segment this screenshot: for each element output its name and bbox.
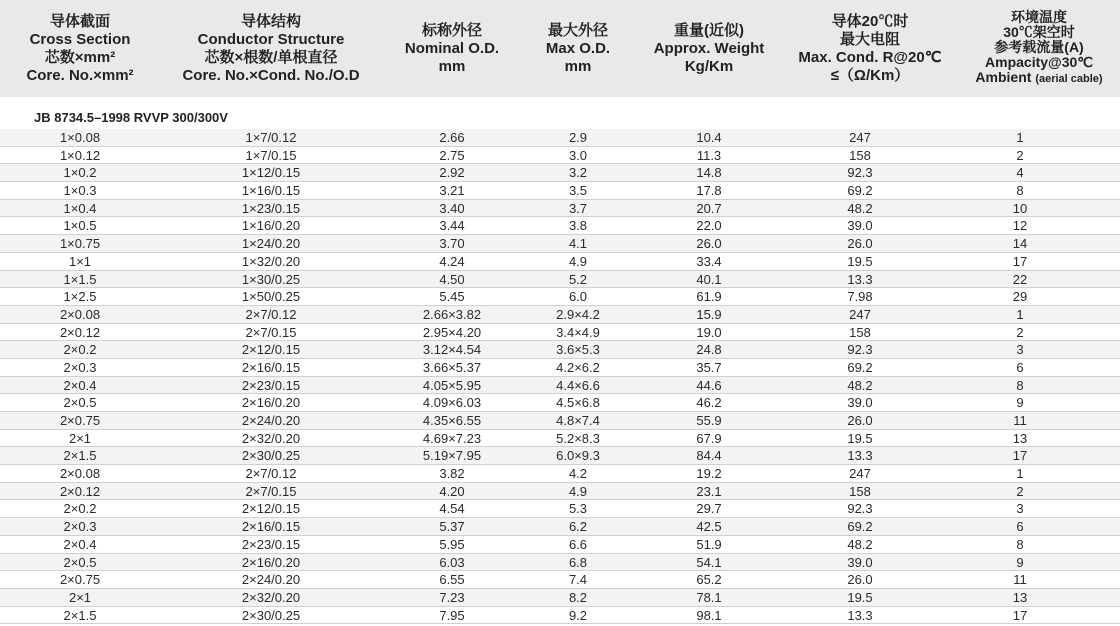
max-od-cell: 6.8 xyxy=(568,554,588,570)
table-body xyxy=(0,129,1120,624)
max-od-cell: 5.3 xyxy=(568,501,588,517)
conductor-structure-cell: 2×7/0.12 xyxy=(245,306,297,322)
cross-section-cell: 2×1 xyxy=(68,589,92,605)
ampacity-cell: 2 xyxy=(1016,324,1024,340)
resistance-cell: 92.3 xyxy=(847,501,873,517)
weight-cell: 19.0 xyxy=(696,324,722,340)
cross-section-cell: 2×0.3 xyxy=(63,359,97,375)
max-od-cell: 6.2 xyxy=(568,519,588,535)
section-title: JB 8734.5–1998 RVVP 300/300V xyxy=(34,110,228,125)
ampacity-cell: 6 xyxy=(1016,519,1024,535)
header-ampacity: 环境温度 30℃架空时 参考载流量(A) Ampacity@30℃ Ambient (aerial cable) xyxy=(975,9,1103,85)
ampacity-cell: 6 xyxy=(1016,359,1024,375)
cross-section-cell: 2×0.4 xyxy=(63,536,97,552)
resistance-cell: 39.0 xyxy=(847,554,873,570)
resistance-cell: 7.98 xyxy=(847,289,873,305)
conductor-structure-cell: 2×7/0.15 xyxy=(245,483,297,499)
table-row xyxy=(0,324,1120,342)
table-row xyxy=(0,554,1120,572)
ampacity-cell: 10 xyxy=(1012,200,1028,216)
ampacity-cell: 29 xyxy=(1012,289,1028,305)
conductor-structure-cell: 2×24/0.20 xyxy=(241,572,301,588)
conductor-structure-cell: 2×30/0.25 xyxy=(241,448,301,464)
max-od-cell: 5.2 xyxy=(568,271,588,287)
max-od-cell: 3.8 xyxy=(568,218,588,234)
conductor-structure-cell: 1×32/0.20 xyxy=(241,253,301,269)
resistance-cell: 26.0 xyxy=(847,572,873,588)
conductor-structure-cell: 2×12/0.15 xyxy=(241,342,301,358)
nominal-od-cell: 4.35×6.55 xyxy=(422,413,482,428)
nominal-od-cell: 4.20 xyxy=(439,483,465,499)
resistance-cell: 92.3 xyxy=(847,165,873,181)
resistance-cell: 48.2 xyxy=(847,536,873,552)
nominal-od-cell: 4.24 xyxy=(439,253,465,269)
ampacity-cell: 13 xyxy=(1012,430,1028,446)
cross-section-cell: 1×0.12 xyxy=(59,147,101,163)
resistance-cell: 247 xyxy=(849,466,871,482)
weight-cell: 23.1 xyxy=(696,483,722,499)
resistance-cell: 13.3 xyxy=(847,271,873,287)
cross-section-cell: 2×0.08 xyxy=(59,306,101,322)
weight-cell: 61.9 xyxy=(696,289,722,305)
table-row xyxy=(0,341,1120,359)
weight-cell: 11.3 xyxy=(696,147,722,163)
resistance-cell: 69.2 xyxy=(847,183,873,199)
resistance-cell: 13.3 xyxy=(847,448,873,464)
resistance-cell: 48.2 xyxy=(847,377,873,393)
resistance-cell: 19.5 xyxy=(847,430,873,446)
ampacity-cell: 4 xyxy=(1016,165,1024,181)
weight-cell: 26.0 xyxy=(696,236,722,252)
max-od-cell: 4.8×7.4 xyxy=(556,413,600,428)
header-resistance: 导体20℃时 最大电阻 Max. Cond. R@20℃ ≤（Ω/Km） xyxy=(798,12,942,84)
table-row xyxy=(0,359,1120,377)
weight-cell: 46.2 xyxy=(696,395,722,411)
conductor-structure-cell: 2×32/0.20 xyxy=(241,430,301,446)
weight-cell: 17.8 xyxy=(696,183,722,199)
resistance-cell: 26.0 xyxy=(847,236,873,252)
max-od-cell: 3.4×4.9 xyxy=(556,324,600,340)
cross-section-cell: 1×2.5 xyxy=(63,289,97,305)
ampacity-cell: 22 xyxy=(1012,271,1028,287)
weight-cell: 51.9 xyxy=(696,536,722,552)
cross-section-cell: 2×0.2 xyxy=(63,342,97,358)
cross-section-cell: 2×0.2 xyxy=(63,501,97,517)
table-row xyxy=(0,500,1120,518)
resistance-cell: 158 xyxy=(849,483,871,499)
cross-section-cell: 1×1.5 xyxy=(63,271,97,287)
nominal-od-cell: 2.95×4.20 xyxy=(422,324,482,340)
header-nominal-od: 标称外径 Nominal O.D. mm xyxy=(404,21,500,75)
nominal-od-cell: 5.95 xyxy=(439,536,465,552)
cross-section-cell: 2×1.5 xyxy=(63,607,97,623)
table-row xyxy=(0,412,1120,430)
weight-cell: 42.5 xyxy=(696,519,722,535)
nominal-od-cell: 3.66×5.37 xyxy=(422,359,482,375)
table-row xyxy=(0,306,1120,324)
max-od-cell: 4.4×6.6 xyxy=(556,377,600,393)
conductor-structure-cell: 2×7/0.12 xyxy=(245,466,297,482)
max-od-cell: 4.2×6.2 xyxy=(556,359,600,375)
conductor-structure-cell: 1×7/0.15 xyxy=(245,147,297,163)
cross-section-cell: 2×1 xyxy=(68,430,92,446)
table-row xyxy=(0,518,1120,536)
table-header xyxy=(0,0,1120,97)
nominal-od-cell: 7.95 xyxy=(439,607,465,623)
nominal-od-cell: 4.50 xyxy=(439,271,465,287)
cross-section-cell: 1×0.08 xyxy=(59,130,101,145)
cross-section-cell: 2×0.12 xyxy=(59,483,101,499)
nominal-od-cell: 3.82 xyxy=(439,466,465,482)
conductor-structure-cell: 1×23/0.15 xyxy=(241,200,301,216)
nominal-od-cell: 6.55 xyxy=(439,572,465,588)
ampacity-cell: 11 xyxy=(1013,413,1027,428)
resistance-cell: 158 xyxy=(849,324,871,340)
conductor-structure-cell: 2×24/0.20 xyxy=(241,413,301,428)
ampacity-cell: 2 xyxy=(1016,483,1024,499)
nominal-od-cell: 4.09×6.03 xyxy=(422,395,482,411)
resistance-cell: 158 xyxy=(849,147,871,163)
weight-cell: 15.9 xyxy=(696,306,722,322)
weight-cell: 65.2 xyxy=(696,572,722,588)
weight-cell: 44.6 xyxy=(696,377,722,393)
conductor-structure-cell: 2×23/0.15 xyxy=(241,377,301,393)
conductor-structure-cell: 1×12/0.15 xyxy=(241,165,301,181)
conductor-structure-cell: 2×23/0.15 xyxy=(241,536,301,552)
nominal-od-cell: 7.23 xyxy=(439,589,465,605)
weight-cell: 24.8 xyxy=(696,342,722,358)
nominal-od-cell: 3.70 xyxy=(439,236,465,252)
table-row xyxy=(0,217,1120,235)
conductor-structure-cell: 2×16/0.20 xyxy=(241,395,301,411)
table-row xyxy=(0,253,1120,271)
conductor-structure-cell: 1×24/0.20 xyxy=(241,236,301,252)
max-od-cell: 4.2 xyxy=(568,466,588,482)
max-od-cell: 3.0 xyxy=(568,147,588,163)
conductor-structure-cell: 1×30/0.25 xyxy=(241,271,301,287)
ampacity-cell: 17 xyxy=(1012,253,1028,269)
nominal-od-cell: 3.44 xyxy=(439,218,465,234)
ampacity-cell: 11 xyxy=(1013,572,1027,588)
cross-section-cell: 2×0.08 xyxy=(59,466,101,482)
nominal-od-cell: 5.19×7.95 xyxy=(422,448,482,464)
conductor-structure-cell: 2×12/0.15 xyxy=(241,501,301,517)
cross-section-cell: 1×0.5 xyxy=(63,218,97,234)
table-row xyxy=(0,271,1120,289)
max-od-cell: 6.0 xyxy=(568,289,588,305)
max-od-cell: 4.9 xyxy=(568,253,588,269)
weight-cell: 14.8 xyxy=(696,165,722,181)
resistance-cell: 247 xyxy=(849,130,871,145)
ampacity-cell: 1 xyxy=(1016,466,1024,482)
header-max-od: 最大外径 Max O.D. mm xyxy=(545,21,611,75)
ampacity-cell: 8 xyxy=(1016,536,1024,552)
max-od-cell: 4.1 xyxy=(568,236,588,252)
cross-section-cell: 1×1 xyxy=(68,253,92,269)
table-row xyxy=(0,235,1120,253)
table-row xyxy=(0,147,1120,165)
resistance-cell: 92.3 xyxy=(847,342,873,358)
max-od-cell: 4.9 xyxy=(568,483,588,499)
nominal-od-cell: 6.03 xyxy=(439,554,465,570)
nominal-od-cell: 3.40 xyxy=(439,200,465,216)
max-od-cell: 2.9 xyxy=(568,130,588,145)
cross-section-cell: 2×0.12 xyxy=(59,324,101,340)
max-od-cell: 7.4 xyxy=(568,572,588,588)
cross-section-cell: 2×0.4 xyxy=(63,377,97,393)
table-row xyxy=(0,200,1120,218)
conductor-structure-cell: 1×7/0.12 xyxy=(245,130,297,145)
weight-cell: 20.7 xyxy=(696,200,722,216)
table-row xyxy=(0,288,1120,306)
ampacity-cell: 2 xyxy=(1016,147,1024,163)
max-od-cell: 3.6×5.3 xyxy=(556,342,600,358)
cross-section-cell: 2×0.5 xyxy=(63,395,97,411)
ampacity-cell: 1 xyxy=(1016,306,1024,322)
resistance-cell: 39.0 xyxy=(847,218,873,234)
nominal-od-cell: 4.05×5.95 xyxy=(422,377,482,393)
cross-section-cell: 1×0.3 xyxy=(63,183,97,199)
conductor-structure-cell: 2×16/0.15 xyxy=(241,519,301,535)
nominal-od-cell: 2.66 xyxy=(439,130,465,145)
weight-cell: 33.4 xyxy=(696,253,722,269)
table-row xyxy=(0,571,1120,589)
resistance-cell: 19.5 xyxy=(847,589,873,605)
resistance-cell: 48.2 xyxy=(847,200,873,216)
table-row xyxy=(0,465,1120,483)
weight-cell: 35.7 xyxy=(696,359,722,375)
max-od-cell: 3.5 xyxy=(568,183,588,199)
table-row xyxy=(0,129,1120,147)
ampacity-cell: 17 xyxy=(1012,448,1028,464)
max-od-cell: 2.9×4.2 xyxy=(556,306,600,322)
conductor-structure-cell: 2×7/0.15 xyxy=(245,324,297,340)
nominal-od-cell: 2.66×3.82 xyxy=(422,306,482,322)
max-od-cell: 5.2×8.3 xyxy=(556,430,600,446)
conductor-structure-cell: 1×16/0.20 xyxy=(241,218,301,234)
cross-section-cell: 2×0.75 xyxy=(59,572,101,588)
cross-section-cell: 1×0.4 xyxy=(63,200,97,216)
weight-cell: 10.4 xyxy=(696,130,722,145)
table-row xyxy=(0,483,1120,501)
cross-section-cell: 2×1.5 xyxy=(63,448,97,464)
nominal-od-cell: 5.45 xyxy=(439,289,465,305)
table-row xyxy=(0,394,1120,412)
resistance-cell: 69.2 xyxy=(847,359,873,375)
nominal-od-cell: 2.92 xyxy=(439,165,465,181)
max-od-cell: 6.0×9.3 xyxy=(556,448,600,464)
weight-cell: 19.2 xyxy=(696,466,722,482)
weight-cell: 40.1 xyxy=(696,271,722,287)
ampacity-cell: 9 xyxy=(1016,395,1024,411)
conductor-structure-cell: 2×16/0.20 xyxy=(241,554,301,570)
cross-section-cell: 2×0.3 xyxy=(63,519,97,535)
weight-cell: 54.1 xyxy=(696,554,722,570)
max-od-cell: 3.7 xyxy=(568,200,588,216)
weight-cell: 55.9 xyxy=(696,413,722,428)
conductor-structure-cell: 2×32/0.20 xyxy=(241,589,301,605)
weight-cell: 78.1 xyxy=(696,589,722,605)
ampacity-cell: 8 xyxy=(1016,183,1024,199)
ampacity-cell: 14 xyxy=(1012,236,1028,252)
table-row xyxy=(0,377,1120,395)
table-row xyxy=(0,430,1120,448)
table-row xyxy=(0,182,1120,200)
cross-section-cell: 1×0.2 xyxy=(63,165,97,181)
ampacity-cell: 12 xyxy=(1012,218,1028,234)
weight-cell: 98.1 xyxy=(696,607,722,623)
weight-cell: 29.7 xyxy=(696,501,722,517)
nominal-od-cell: 2.75 xyxy=(439,147,465,163)
table-row xyxy=(0,589,1120,607)
ampacity-cell: 3 xyxy=(1016,501,1024,517)
header-conductor-structure: 导体结构 Conductor Structure 芯数×根数/单根直径 Core. No.×Cond. No./O.D xyxy=(182,12,360,84)
weight-cell: 22.0 xyxy=(696,218,722,234)
conductor-structure-cell: 1×16/0.15 xyxy=(241,183,301,199)
table-row xyxy=(0,536,1120,554)
nominal-od-cell: 4.69×7.23 xyxy=(422,430,482,446)
ampacity-cell: 1 xyxy=(1016,130,1024,145)
max-od-cell: 4.5×6.8 xyxy=(556,395,600,411)
ampacity-cell: 3 xyxy=(1016,342,1024,358)
resistance-cell: 19.5 xyxy=(847,253,873,269)
cross-section-cell: 2×0.75 xyxy=(59,413,101,428)
ampacity-cell: 8 xyxy=(1016,377,1024,393)
table-row xyxy=(0,607,1120,625)
cross-section-cell: 1×0.75 xyxy=(59,236,101,252)
resistance-cell: 13.3 xyxy=(847,607,873,623)
header-weight: 重量(近似) Approx. Weight Kg/Km xyxy=(653,21,765,75)
weight-cell: 67.9 xyxy=(696,430,722,446)
nominal-od-cell: 3.21 xyxy=(439,183,465,199)
max-od-cell: 3.2 xyxy=(568,165,588,181)
max-od-cell: 6.6 xyxy=(568,536,588,552)
conductor-structure-cell: 2×30/0.25 xyxy=(241,607,301,623)
resistance-cell: 247 xyxy=(849,306,871,322)
resistance-cell: 39.0 xyxy=(847,395,873,411)
weight-cell: 84.4 xyxy=(696,448,722,464)
table-row xyxy=(0,447,1120,465)
nominal-od-cell: 4.54 xyxy=(439,501,465,517)
ampacity-cell: 17 xyxy=(1012,607,1028,623)
header-cross-section: 导体截面 Cross Section 芯数×mm² Core. No.×mm² xyxy=(26,12,134,84)
nominal-od-cell: 5.37 xyxy=(439,519,465,535)
resistance-cell: 69.2 xyxy=(847,519,873,535)
max-od-cell: 8.2 xyxy=(568,589,588,605)
ampacity-cell: 13 xyxy=(1012,589,1028,605)
max-od-cell: 9.2 xyxy=(568,607,588,623)
conductor-structure-cell: 1×50/0.25 xyxy=(241,289,301,305)
cross-section-cell: 2×0.5 xyxy=(63,554,97,570)
resistance-cell: 26.0 xyxy=(847,413,873,428)
table-row xyxy=(0,164,1120,182)
nominal-od-cell: 3.12×4.54 xyxy=(422,342,482,358)
ampacity-cell: 9 xyxy=(1016,554,1024,570)
conductor-structure-cell: 2×16/0.15 xyxy=(241,359,301,375)
